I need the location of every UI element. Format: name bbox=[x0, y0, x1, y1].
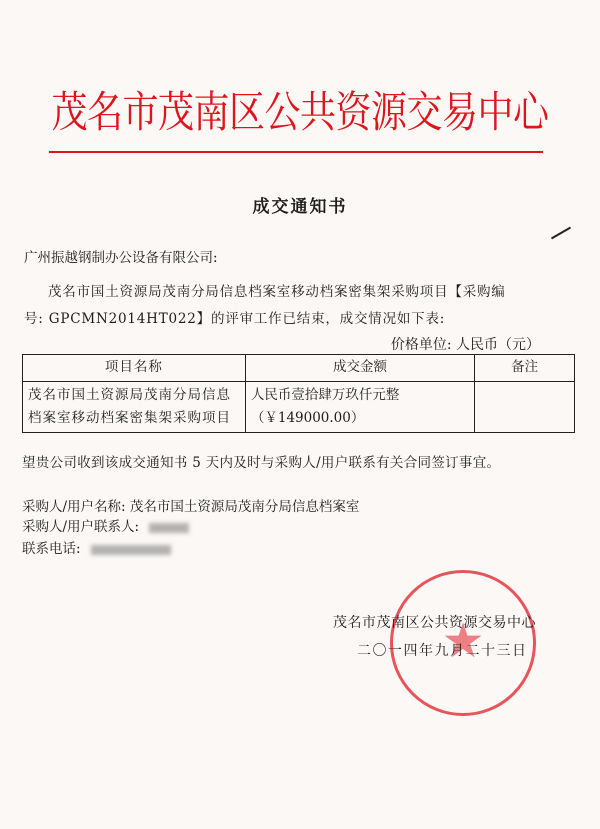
cell-remarks bbox=[475, 382, 575, 433]
result-table bbox=[22, 354, 575, 433]
buyer-name-label: 采购人/用户名称: bbox=[22, 499, 126, 515]
org-header-title: 茂名市茂南区公共资源交易中心 bbox=[51, 88, 549, 138]
buyer-contact-label: 采购人/用户联系人: bbox=[22, 519, 140, 535]
buyer-contact-line bbox=[22, 515, 189, 535]
paragraph-line-1: 茂名市国土资源局茂南分局信息档案室移动档案密集架采购项目【采购编 bbox=[48, 284, 506, 300]
phone-line bbox=[22, 537, 171, 557]
header-divider bbox=[49, 151, 543, 153]
cell-project-name: 茂名市国土资源局茂南分局信息档案室移动档案密集架采购项目 bbox=[23, 382, 246, 433]
buyer-name-line bbox=[22, 495, 359, 515]
header-remarks: 备注 bbox=[475, 355, 575, 382]
notice-text: 望贵公司收到该成交通知书 5 天内及时与采购人/用户联系有关合同签订事宜。 bbox=[22, 455, 501, 471]
header-amount: 成交金额 bbox=[245, 355, 474, 382]
signer: 茂名市茂南区公共资源交易中心 bbox=[333, 615, 536, 631]
amount-figure: （￥149000.00） bbox=[250, 410, 365, 426]
paragraph-line-2: 号: GPCMN2014HT022】的评审工作已结束，成交情况如下表: bbox=[24, 311, 446, 327]
document-title: 成交通知书 bbox=[252, 197, 348, 217]
redacted-phone bbox=[91, 545, 171, 555]
cell-amount bbox=[245, 382, 474, 433]
redacted-contact bbox=[149, 523, 189, 533]
header-project-name: 项目名称 bbox=[23, 355, 246, 382]
pen-mark bbox=[551, 227, 571, 240]
price-unit: 价格单位: 人民币（元） bbox=[390, 337, 540, 353]
star-icon: ★ bbox=[441, 613, 485, 669]
table-header-row bbox=[23, 355, 575, 382]
amount-words: 人民币壹拾肆万玖仟元整 bbox=[250, 387, 400, 403]
phone-label: 联系电话: bbox=[22, 541, 81, 557]
table-row bbox=[23, 382, 575, 433]
addressee: 广州振越钢制办公设备有限公司: bbox=[24, 250, 218, 266]
buyer-name-value: 茂名市国土资源局茂南分局信息档案室 bbox=[129, 499, 360, 515]
issue-date: 二〇一四年九月二十三日 bbox=[357, 643, 528, 659]
